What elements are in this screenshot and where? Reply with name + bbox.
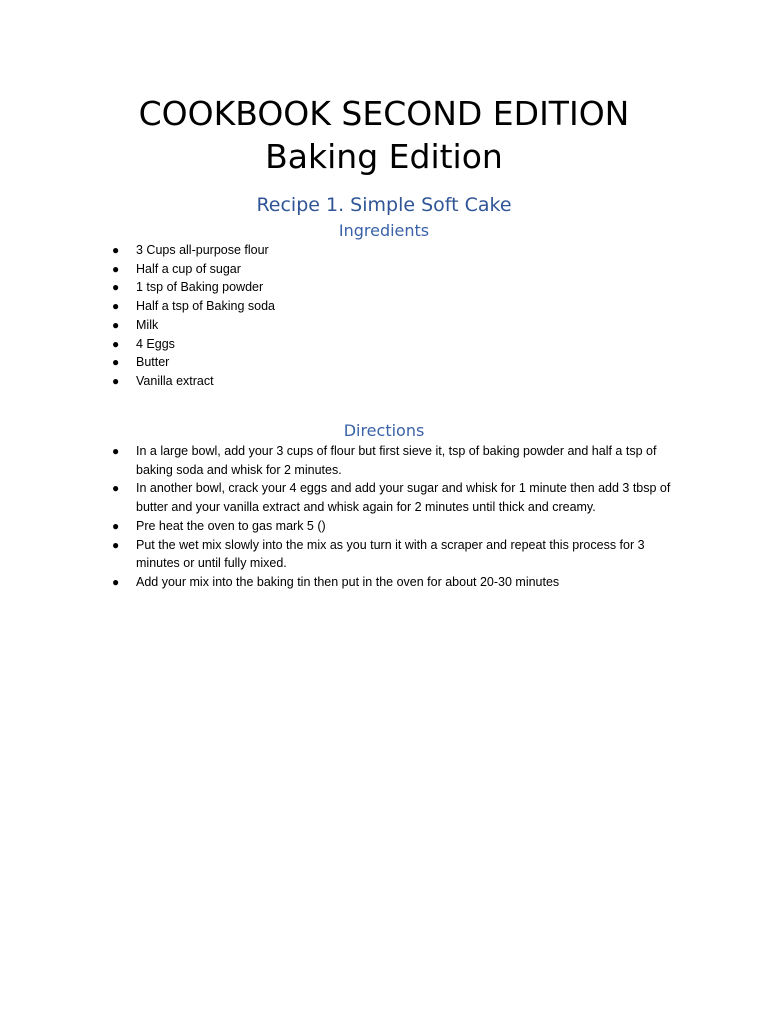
ingredient-text: Butter <box>136 355 170 370</box>
direction-text: Add your mix into the baking tin then put in the oven for about 20-30 minutes <box>136 574 560 589</box>
ingredient-text: Half a tsp of Baking soda <box>136 299 275 314</box>
bullet-icon: ● <box>112 518 120 533</box>
ingredient-item <box>0 335 768 354</box>
direction-text: Put the wet mix slowly into the mix as you turn it with a scraper and repeat this process for 3 minutes or until fully mixed. <box>136 537 645 571</box>
ingredient-text: Vanilla extract <box>136 373 214 388</box>
directions-heading: Directions <box>343 421 425 440</box>
direction-text: Pre heat the oven to gas mark 5 () <box>136 518 326 533</box>
ingredient-item <box>0 316 768 335</box>
ingredient-item <box>0 241 768 260</box>
direction-item <box>0 442 768 479</box>
direction-item <box>0 573 768 592</box>
bullet-icon: ● <box>112 299 120 314</box>
bullet-icon: ● <box>112 537 120 552</box>
ingredient-text: Half a cup of sugar <box>136 261 241 276</box>
directions-list <box>0 442 768 592</box>
bullet-icon: ● <box>112 481 120 496</box>
bullet-icon: ● <box>112 243 120 257</box>
ingredient-text: 4 Eggs <box>136 336 175 351</box>
bullet-icon: ● <box>112 444 120 458</box>
bullet-icon: ● <box>112 280 120 295</box>
ingredient-text: 1 tsp of Baking powder <box>136 280 264 295</box>
bullet-icon: ● <box>112 336 120 351</box>
ingredient-item <box>0 372 768 391</box>
bullet-icon: ● <box>112 574 120 589</box>
document-title-line2: Baking Edition <box>265 137 503 176</box>
ingredient-item <box>0 353 768 372</box>
ingredient-text: Milk <box>136 317 159 332</box>
direction-text: In a large bowl, add your 3 cups of flour but first sieve it, tsp of baking powder and half a tsp of baking soda and whisk for 2 minutes. <box>136 444 657 477</box>
bullet-icon: ● <box>112 355 120 370</box>
bullet-icon: ● <box>112 373 120 388</box>
direction-text: In another bowl, crack your 4 eggs and add your sugar and whisk for 1 minute then add 3 tbsp of butter and your vanilla extract and whisk again for 2 minutes until thick and creamy. <box>136 481 671 515</box>
ingredient-item <box>0 297 768 316</box>
direction-item <box>0 536 768 573</box>
direction-item <box>0 517 768 536</box>
ingredients-list <box>0 241 768 391</box>
ingredients-heading: Ingredients <box>338 221 430 240</box>
ingredient-item <box>0 260 768 279</box>
bullet-icon: ● <box>112 317 120 332</box>
document-title-line1: COOKBOOK SECOND EDITION <box>138 94 630 133</box>
bullet-icon: ● <box>112 261 120 276</box>
ingredient-text: 3 Cups all-purpose flour <box>136 243 269 257</box>
recipe-title: Recipe 1. Simple Soft Cake <box>256 194 512 216</box>
direction-item <box>0 479 768 516</box>
ingredient-item <box>0 278 768 297</box>
